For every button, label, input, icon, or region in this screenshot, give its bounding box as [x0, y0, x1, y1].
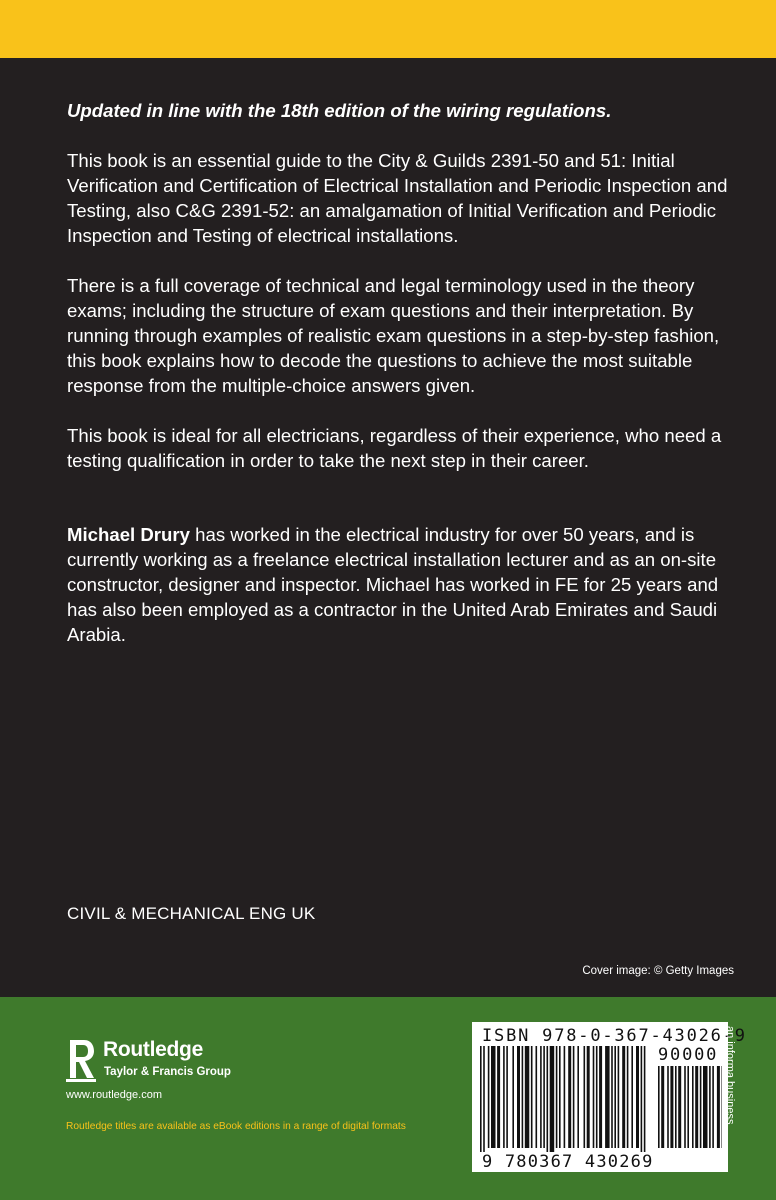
ebook-availability-note: Routledge titles are available as eBook editions in a range of digital formats	[66, 1121, 406, 1132]
barcode-bar	[605, 1046, 610, 1148]
isbn-number: ISBN 978-0-367-43026-9	[482, 1026, 747, 1046]
barcode-bar	[614, 1046, 616, 1148]
barcode-bar	[483, 1046, 485, 1158]
barcode-bar	[684, 1066, 686, 1148]
barcode-bar	[540, 1046, 542, 1148]
barcode-bar	[531, 1046, 533, 1148]
barcode-bar	[584, 1046, 586, 1148]
barcode-bar	[497, 1046, 500, 1148]
author-name: Michael Drury	[67, 524, 190, 545]
barcode-bar	[593, 1046, 595, 1148]
lead-statement: Updated in line with the 18th edition of the wiring regulations.	[67, 100, 612, 121]
barcode-bar	[536, 1046, 538, 1148]
blurb-paragraph-3: This book is ideal for all electricians, regardless of their experience, who need a testing qualification in order to take the next step in their career.	[67, 425, 722, 471]
barcode-bar	[522, 1046, 524, 1148]
barcode-bar	[480, 1046, 482, 1158]
barcode-bar	[587, 1046, 590, 1148]
barcode-bar	[692, 1066, 694, 1148]
barcode-bar	[641, 1046, 643, 1158]
barcode-bar	[712, 1066, 714, 1148]
publisher-group: Taylor & Francis Group	[104, 1066, 231, 1078]
barcode-bar	[661, 1066, 664, 1148]
barcode-bar	[675, 1066, 677, 1148]
informa-tagline	[724, 1026, 744, 1176]
blurb	[67, 98, 747, 672]
spacer	[67, 498, 747, 522]
barcode-bar	[644, 1046, 646, 1158]
barcode-bar	[564, 1046, 566, 1148]
top-color-band	[0, 0, 776, 58]
barcode-bar	[611, 1046, 613, 1148]
barcode-bar	[506, 1046, 508, 1148]
barcode-bar	[568, 1046, 571, 1148]
barcode-bar	[599, 1046, 602, 1148]
barcode-bar	[543, 1046, 545, 1148]
addon-barcode-bars	[658, 1066, 722, 1158]
barcode-bar	[709, 1066, 711, 1148]
barcode-bar	[556, 1046, 558, 1148]
publisher-website: www.routledge.com	[66, 1089, 162, 1101]
barcode-bar	[722, 1066, 723, 1148]
barcode-bar	[577, 1046, 579, 1148]
barcode-bar	[627, 1046, 629, 1148]
barcode-bar	[517, 1046, 520, 1148]
barcode-bar	[622, 1046, 625, 1148]
routledge-r-icon	[66, 1038, 96, 1082]
barcode-bar	[618, 1046, 620, 1148]
author-bio	[67, 522, 747, 647]
publisher-name: Routledge	[103, 1038, 203, 1061]
author-bio-text: has worked in the electrical industry for over 50 years, and is currently working as a freelance electrical installation lecturer and as an on-site constructor, designer and inspector. Michael has worked in FE for 25 years and has also been employed as a contractor in the United Arab Emirates and Saudi Arabia.	[67, 524, 719, 645]
blurb-paragraph-1: This book is an essential guide to the City & Guilds 2391-50 and 51: Initial Verification and Certification of Electrical Installation and Periodic Inspection and Testing, also C&G 2391-52: an amalgamation of Initial Verification and Periodic Inspection and Testing of electrical installations.	[67, 150, 728, 246]
barcode-bar	[547, 1046, 549, 1158]
ean-barcode-bars	[480, 1046, 652, 1158]
cover-image-credit: Cover image: © Getty Images	[582, 965, 734, 977]
barcode-bar	[573, 1046, 575, 1148]
barcode-bar	[491, 1046, 496, 1148]
barcode-bar	[687, 1066, 689, 1148]
barcode-bar	[596, 1046, 598, 1148]
barcode-bar	[703, 1066, 708, 1148]
ean-digits: 9 780367 430269	[482, 1152, 654, 1172]
barcode-bar	[512, 1046, 514, 1148]
barcode-bar	[636, 1046, 639, 1148]
subject-category: CIVIL & MECHANICAL ENG UK	[67, 904, 316, 923]
barcode-bar	[658, 1066, 660, 1148]
barcode-bar	[695, 1066, 698, 1148]
informa-text: an informa business	[724, 1026, 736, 1125]
barcode-bar	[488, 1046, 490, 1148]
barcode-bar	[670, 1066, 673, 1148]
barcode-bar	[700, 1066, 702, 1148]
barcode-bar	[631, 1046, 633, 1148]
routledge-logo	[66, 1038, 246, 1082]
barcode-bar	[525, 1046, 530, 1148]
barcode-bar	[559, 1046, 561, 1148]
barcode-bar	[550, 1046, 555, 1158]
price-code: 90000	[658, 1045, 719, 1065]
barcode-bar	[667, 1066, 669, 1148]
barcode-bar	[503, 1046, 505, 1148]
blurb-paragraph-2: There is a full coverage of technical and legal terminology used in the theory exams; including the structure of exam questions and their interpretation. By running through examples of realistic exam questions in a step-by-step fashion, this book explains how to decode the questions to achieve the most suitable response from the multiple-choice answers given.	[67, 275, 720, 396]
barcode-bar	[717, 1066, 720, 1148]
barcode-bar	[678, 1066, 681, 1148]
